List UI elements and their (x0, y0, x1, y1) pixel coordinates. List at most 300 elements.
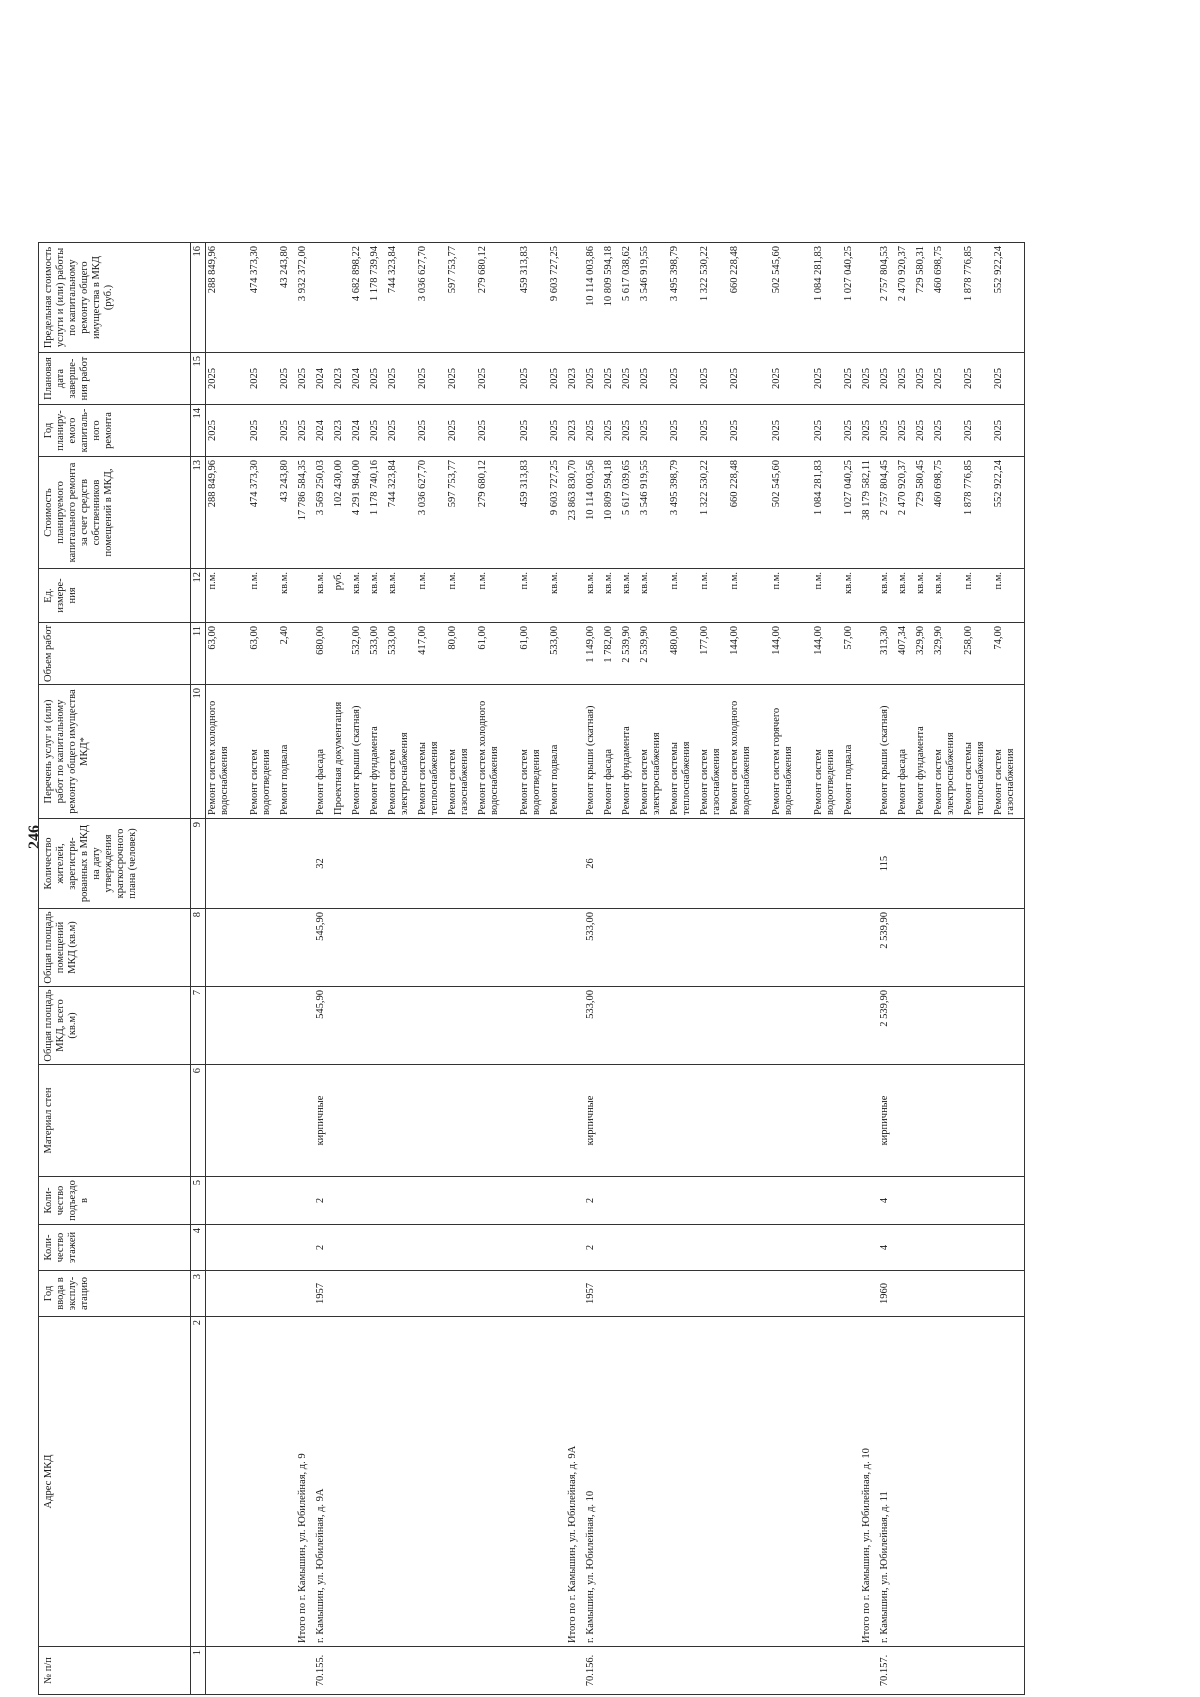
row-30-c12: п.м. (963, 572, 974, 590)
row-9-c9 (417, 822, 447, 905)
row-28-c16: 729 580,31 (915, 246, 926, 294)
cell-max-cost (206, 243, 1025, 353)
row-14-c7 (567, 990, 585, 1061)
row-11-c16: 279 680,12 (477, 246, 488, 294)
row-11-c4 (477, 1228, 519, 1267)
column-number-14: 14 (191, 405, 206, 457)
row-30-c14: 2025 (963, 420, 974, 441)
row-21-c2 (729, 1320, 771, 1643)
row-25-c4 (861, 1228, 879, 1267)
row-7-c9 (369, 822, 387, 905)
row-13-c6 (549, 1068, 567, 1173)
row-24-c7 (843, 990, 861, 1061)
row-27-c9 (897, 822, 915, 905)
row-24-c14: 2025 (843, 420, 854, 441)
row-29-c1 (933, 1650, 963, 1691)
row-19-c9 (669, 822, 699, 905)
row-11-c5 (477, 1180, 519, 1221)
row-25-c6 (861, 1068, 879, 1173)
row-7-c13: 1 178 740,16 (369, 460, 380, 516)
row-2-c2 (279, 1320, 297, 1643)
row-12-c4 (519, 1228, 549, 1267)
row-15-c2: г. Камышин, ул. Юбилейная, д. 10 (585, 1490, 596, 1643)
row-30-c11: 258,00 (963, 626, 974, 655)
row-10-c10: Ремонт систем газоснабжения (447, 748, 470, 815)
row-22-c9 (771, 822, 813, 905)
row-0-c7 (207, 990, 249, 1061)
row-2-c13: 43 243,80 (279, 460, 290, 502)
row-25-c1 (861, 1650, 879, 1691)
row-29-c2 (933, 1320, 963, 1643)
row-21-c13: 660 228,48 (729, 460, 740, 508)
row-2-c9 (279, 822, 297, 905)
row-20-c8 (699, 912, 729, 983)
row-31-c15: 2025 (993, 368, 1004, 389)
column-number-3: 3 (191, 1271, 206, 1317)
row-28-c8 (915, 912, 933, 983)
row-16-c9 (603, 822, 621, 905)
row-7-c16: 1 178 739,94 (369, 246, 380, 302)
row-22-c15: 2025 (771, 368, 782, 389)
row-25-c9 (861, 822, 879, 905)
row-1-c15: 2025 (249, 368, 260, 389)
row-14-c8 (567, 912, 585, 983)
row-30-c13: 1 878 776,85 (963, 460, 974, 516)
row-13-c8 (549, 912, 567, 983)
row-8-c1 (387, 1650, 417, 1691)
row-24-c5 (843, 1180, 861, 1221)
row-5-c16 (333, 246, 351, 349)
row-28-c3 (915, 1274, 933, 1313)
cell-total-area (206, 987, 1025, 1065)
row-26-c14: 2025 (879, 420, 890, 441)
row-19-c13: 3 495 398,79 (669, 460, 680, 516)
row-31-c16: 552 922,24 (993, 246, 1004, 294)
row-18-c7 (639, 990, 669, 1061)
cell-volume (206, 623, 1025, 685)
row-19-c5 (669, 1180, 699, 1221)
row-0-c15: 2025 (207, 368, 218, 389)
row-18-c13: 3 546 919,55 (639, 460, 650, 516)
row-17-c8 (621, 912, 639, 983)
column-number-10: 10 (191, 685, 206, 819)
row-23-c11: 144,00 (813, 626, 824, 655)
row-11-c1 (477, 1650, 519, 1691)
row-5-c12: руб. (333, 572, 344, 591)
row-18-c4 (639, 1228, 669, 1267)
row-22-c5 (771, 1180, 813, 1221)
row-13-c16: 9 603 727,25 (549, 246, 560, 302)
row-1-c1 (249, 1650, 279, 1691)
column-header-10: Перечень услуг и (или) работ по капитальному ремонту общего имущества МКД* (39, 685, 191, 819)
row-15-c14: 2025 (585, 420, 596, 441)
column-header-5: Коли-чество подъездо в (39, 1177, 191, 1225)
row-26-c4: 4 (879, 1244, 890, 1251)
row-5-c15: 2023 (333, 368, 344, 389)
row-8-c5 (387, 1180, 417, 1221)
row-10-c9 (447, 822, 477, 905)
row-7-c6 (369, 1068, 387, 1173)
row-31-c6 (993, 1068, 1023, 1173)
row-15-c13: 10 114 003,56 (585, 460, 596, 520)
row-27-c2 (897, 1320, 915, 1643)
row-3-c14: 2025 (297, 420, 308, 441)
column-header-6: Материал стен (39, 1065, 191, 1177)
row-28-c12: кв.м. (915, 572, 926, 594)
row-27-c1 (897, 1650, 915, 1691)
row-14-c3 (567, 1274, 585, 1313)
row-21-c1 (729, 1650, 771, 1691)
row-19-c3 (669, 1274, 699, 1313)
row-20-c5 (699, 1180, 729, 1221)
row-12-c12: п.м. (519, 572, 530, 590)
row-5-c4 (333, 1228, 351, 1267)
row-4-c15: 2024 (315, 368, 326, 389)
row-2-c5 (279, 1180, 297, 1221)
row-8-c9 (387, 822, 417, 905)
row-26-c1: 70.157. (879, 1654, 890, 1687)
row-3-c2: Итого по г. Камышин, ул. Юбилейная, д. 9 (297, 1453, 308, 1643)
row-19-c4 (669, 1228, 699, 1267)
row-25-c12 (861, 572, 879, 619)
row-2-c4 (279, 1228, 297, 1267)
row-13-c1 (549, 1650, 567, 1691)
row-9-c1 (417, 1650, 447, 1691)
row-9-c6 (417, 1068, 447, 1173)
row-21-c11: 144,00 (729, 626, 740, 655)
row-22-c13: 502 545,60 (771, 460, 782, 508)
row-1-c5 (249, 1180, 279, 1221)
row-31-c11: 74,00 (993, 626, 1004, 650)
row-13-c7 (549, 990, 567, 1061)
cell-plan-year (206, 405, 1025, 457)
row-29-c3 (933, 1274, 963, 1313)
table-header (39, 243, 206, 1695)
row-8-c4 (387, 1228, 417, 1267)
row-5-c3 (333, 1274, 351, 1313)
row-1-c10: Ремонт систем водоотведения (249, 749, 272, 815)
row-17-c5 (621, 1180, 639, 1221)
row-16-c2 (603, 1320, 621, 1643)
row-24-c6 (843, 1068, 861, 1173)
row-17-c11: 2 539,90 (621, 626, 632, 663)
row-23-c14: 2025 (813, 420, 824, 441)
row-23-c12: п.м. (813, 572, 824, 590)
row-13-c5 (549, 1180, 567, 1221)
row-24-c12: кв.м. (843, 572, 854, 594)
row-25-c7 (861, 990, 879, 1061)
row-29-c16: 460 698,75 (933, 246, 944, 294)
row-27-c13: 2 470 920,37 (897, 460, 908, 516)
row-28-c15: 2025 (915, 368, 926, 389)
row-0-c9 (207, 822, 249, 905)
row-10-c3 (447, 1274, 477, 1313)
row-24-c15: 2025 (843, 368, 854, 389)
row-1-c3 (249, 1274, 279, 1313)
row-17-c16: 5 617 038,62 (621, 246, 632, 302)
column-number-11: 11 (191, 623, 206, 685)
row-23-c6 (813, 1068, 843, 1173)
row-5-c10: Проектная документация (333, 701, 344, 815)
row-14-c12 (567, 572, 585, 619)
row-9-c8 (417, 912, 447, 983)
row-21-c5 (729, 1180, 771, 1221)
row-25-c5 (861, 1180, 879, 1221)
row-15-c4: 2 (585, 1244, 596, 1251)
row-14-c10 (567, 688, 585, 815)
row-0-c6 (207, 1068, 249, 1173)
row-3-c8 (297, 912, 315, 983)
row-5-c13: 102 430,00 (333, 460, 344, 508)
column-header-15: Плановая дата заверше-ния работ (39, 353, 191, 405)
row-19-c16: 3 495 398,79 (669, 246, 680, 302)
row-15-c11: 1 149,00 (585, 626, 596, 663)
row-10-c6 (447, 1068, 477, 1173)
row-14-c13: 23 863 830,70 (567, 460, 578, 521)
row-13-c11: 533,00 (549, 626, 560, 655)
row-5-c9 (333, 822, 351, 905)
row-27-c6 (897, 1068, 915, 1173)
row-11-c15: 2025 (477, 368, 488, 389)
row-20-c3 (699, 1274, 729, 1313)
row-13-c2 (549, 1320, 567, 1643)
row-31-c5 (993, 1180, 1023, 1221)
row-29-c11: 329,90 (933, 626, 944, 655)
row-6-c6 (351, 1068, 369, 1173)
row-14-c15: 2023 (567, 368, 578, 389)
row-20-c4 (699, 1228, 729, 1267)
row-21-c12: п.м. (729, 572, 740, 590)
column-number-12: 12 (191, 569, 206, 623)
row-13-c3 (549, 1274, 567, 1313)
cell-year (206, 1271, 1025, 1317)
row-12-c15: 2025 (519, 368, 530, 389)
row-4-c7: 545,90 (315, 990, 326, 1019)
row-19-c14: 2025 (669, 420, 680, 441)
row-0-c3 (207, 1274, 249, 1313)
row-6-c13: 4 291 984,00 (351, 460, 362, 516)
column-header-11: Объем работ (39, 623, 191, 685)
row-18-c11: 2 539,90 (639, 626, 650, 663)
row-14-c11 (567, 626, 585, 681)
row-1-c2 (249, 1320, 279, 1643)
row-17-c4 (621, 1228, 639, 1267)
cell-rownum (206, 1647, 1025, 1695)
row-10-c11: 80,00 (447, 626, 458, 650)
row-4-c11: 680,00 (315, 626, 326, 655)
repair-plan-table (38, 242, 1025, 1695)
row-9-c11: 417,00 (417, 626, 428, 655)
row-10-c14: 2025 (447, 420, 458, 441)
row-20-c15: 2025 (699, 368, 710, 389)
row-23-c2 (813, 1320, 843, 1643)
row-13-c10: Ремонт подвала (549, 744, 560, 815)
row-0-c13: 288 849,96 (207, 460, 218, 508)
row-21-c6 (729, 1068, 771, 1173)
row-18-c14: 2025 (639, 420, 650, 441)
row-16-c11: 1 782,00 (603, 626, 614, 663)
row-6-c4 (351, 1228, 369, 1267)
row-11-c2 (477, 1320, 519, 1643)
row-15-c12: кв.м. (585, 572, 596, 594)
row-2-c15: 2025 (279, 368, 290, 389)
row-22-c14: 2025 (771, 420, 782, 441)
row-1-c14: 2025 (249, 420, 260, 441)
row-16-c14: 2025 (603, 420, 614, 441)
row-15-c15: 2025 (585, 368, 596, 389)
row-12-c3 (519, 1274, 549, 1313)
row-12-c9 (519, 822, 549, 905)
row-28-c1 (915, 1650, 933, 1691)
row-22-c7 (771, 990, 813, 1061)
row-9-c10: Ремонт системы теплоснабжения (417, 741, 440, 815)
row-17-c10: Ремонт фундамента (621, 726, 632, 815)
row-1-c11: 63,00 (249, 626, 260, 650)
row-16-c10: Ремонт фасада (603, 748, 614, 815)
row-17-c12: кв.м. (621, 572, 632, 594)
row-12-c1 (519, 1650, 549, 1691)
row-21-c10: Ремонт систем холодного водоснабжения (729, 700, 752, 815)
column-header-9: Количество жителей, зарегистри-рованных в МКД на дату утверждения краткосрочного плана (человек) (39, 819, 191, 909)
row-29-c5 (933, 1180, 963, 1221)
row-24-c16: 1 027 040,25 (843, 246, 854, 302)
row-7-c8 (369, 912, 387, 983)
row-8-c14: 2025 (387, 420, 398, 441)
row-9-c7 (417, 990, 447, 1061)
row-3-c4 (297, 1228, 315, 1267)
row-6-c7 (351, 990, 369, 1061)
row-12-c5 (519, 1180, 549, 1221)
row-18-c16: 3 546 919,55 (639, 246, 650, 302)
row-28-c14: 2025 (915, 420, 926, 441)
row-3-c7 (297, 990, 315, 1061)
column-number-5: 5 (191, 1177, 206, 1225)
row-30-c5 (963, 1180, 993, 1221)
row-27-c7 (897, 990, 915, 1061)
row-7-c4 (369, 1228, 387, 1267)
row-5-c7 (333, 990, 351, 1061)
row-26-c12: кв.м. (879, 572, 890, 594)
row-25-c11 (861, 626, 879, 681)
column-number-6: 6 (191, 1065, 206, 1177)
row-14-c9 (567, 822, 585, 905)
row-27-c4 (897, 1228, 915, 1267)
row-31-c7 (993, 990, 1023, 1061)
row-28-c4 (915, 1228, 933, 1267)
row-8-c6 (387, 1068, 417, 1173)
row-2-c3 (279, 1274, 297, 1313)
row-12-c2 (519, 1320, 549, 1643)
row-6-c12: кв.м. (351, 572, 362, 594)
row-15-c8: 533,00 (585, 912, 596, 941)
row-25-c2: Итого по г. Камышин, ул. Юбилейная, д. 10 (861, 1448, 872, 1643)
column-header-4: Коли-чество этажей (39, 1225, 191, 1271)
row-5-c8 (333, 912, 351, 983)
row-30-c10: Ремонт системы теплоснабжения (963, 741, 986, 815)
row-30-c7 (963, 990, 993, 1061)
row-18-c9 (639, 822, 669, 905)
row-29-c13: 460 698,75 (933, 460, 944, 508)
row-6-c1 (351, 1650, 369, 1691)
row-19-c2 (669, 1320, 699, 1643)
row-26-c15: 2025 (879, 368, 890, 389)
row-19-c12: п.м. (669, 572, 680, 590)
row-15-c5: 2 (585, 1197, 596, 1204)
row-12-c14: 2025 (519, 420, 530, 441)
row-12-c6 (519, 1068, 549, 1173)
row-15-c7: 533,00 (585, 990, 596, 1019)
row-22-c16: 502 545,60 (771, 246, 782, 294)
row-4-c5: 2 (315, 1197, 326, 1204)
row-2-c14: 2025 (279, 420, 290, 441)
row-6-c15: 2024 (351, 368, 362, 389)
row-23-c5 (813, 1180, 843, 1221)
row-6-c9 (351, 822, 369, 905)
row-18-c5 (639, 1180, 669, 1221)
column-header-2: Адрес МКД (39, 1317, 191, 1647)
row-21-c15: 2025 (729, 368, 740, 389)
row-11-c14: 2025 (477, 420, 488, 441)
row-0-c5 (207, 1180, 249, 1221)
row-24-c9 (843, 822, 861, 905)
row-16-c5 (603, 1180, 621, 1221)
row-6-c16: 4 682 898,22 (351, 246, 362, 302)
row-9-c2 (417, 1320, 447, 1643)
row-10-c4 (447, 1228, 477, 1267)
row-10-c8 (447, 912, 477, 983)
row-1-c6 (249, 1068, 279, 1173)
row-3-c6 (297, 1068, 315, 1173)
row-20-c13: 1 322 530,22 (699, 460, 710, 516)
row-29-c15: 2025 (933, 368, 944, 389)
row-10-c13: 597 753,77 (447, 460, 458, 508)
row-12-c10: Ремонт систем водоотведения (519, 749, 542, 815)
row-4-c10: Ремонт фасада (315, 748, 326, 815)
row-28-c7 (915, 990, 933, 1061)
cell-works (206, 685, 1025, 819)
row-31-c10: Ремонт систем газоснабжения (993, 748, 1016, 815)
row-17-c13: 5 617 039,65 (621, 460, 632, 516)
row-10-c16: 597 753,77 (447, 246, 458, 294)
row-11-c7 (477, 990, 519, 1061)
row-16-c12: кв.м. (603, 572, 614, 594)
row-17-c7 (621, 990, 639, 1061)
column-header-14: Год планиру-емого капиталь-ного ремонта (39, 405, 191, 457)
row-26-c11: 313,30 (879, 626, 890, 655)
row-0-c4 (207, 1228, 249, 1267)
row-10-c12: п.м. (447, 572, 458, 590)
row-4-c12: кв.м. (315, 572, 326, 594)
row-11-c10: Ремонт систем холодного водоснабжения (477, 700, 500, 815)
row-18-c2 (639, 1320, 669, 1643)
row-7-c12: кв.м. (369, 572, 380, 594)
row-0-c1 (207, 1650, 249, 1691)
row-18-c10: Ремонт систем электроснабжения (639, 732, 662, 815)
row-22-c10: Ремонт систем горячего водоснабжения (771, 707, 794, 815)
row-9-c4 (417, 1228, 447, 1267)
row-26-c3: 1960 (879, 1283, 890, 1304)
row-26-c13: 2 757 804,45 (879, 460, 890, 516)
row-11-c11: 61,00 (477, 626, 488, 650)
row-17-c14: 2025 (621, 420, 632, 441)
row-31-c2 (993, 1320, 1023, 1643)
row-0-c10: Ремонт систем холодного водоснабжения (207, 700, 230, 815)
row-7-c11: 533,00 (369, 626, 380, 655)
row-31-c12: п.м. (993, 572, 1004, 590)
row-29-c12: кв.м. (933, 572, 944, 594)
row-30-c3 (963, 1274, 993, 1313)
row-21-c7 (729, 990, 771, 1061)
